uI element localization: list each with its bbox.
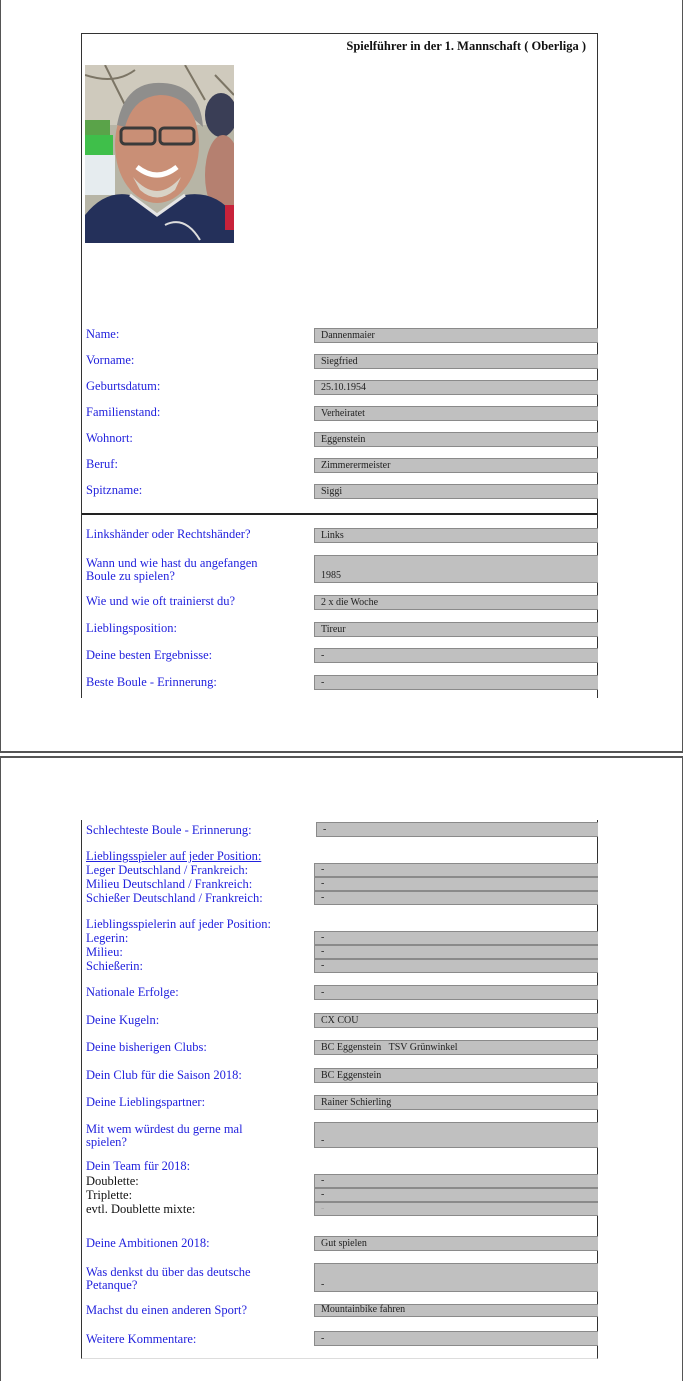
field-value-position: Tireur	[314, 622, 598, 637]
field-label: Name:	[86, 327, 120, 341]
portrait-image	[85, 65, 234, 243]
fav-female-heading: Lieblingsspielerin auf jeder Position:	[86, 917, 272, 931]
field-label: Wohnort:	[86, 431, 133, 445]
field-value-handedness: Links	[314, 528, 598, 543]
field-value-partner: Rainer Schierling	[314, 1095, 598, 1110]
field-label: Schlechteste Boule - Erinnerung:	[86, 823, 252, 837]
field-value-fav-legerin: -	[314, 931, 598, 945]
field-value-petanque: -	[314, 1263, 598, 1292]
player-portrait-photo	[85, 65, 234, 243]
profile-sheet-page-2	[81, 820, 598, 1359]
field-label: Dein Club für die Saison 2018:	[86, 1068, 242, 1082]
field-value-play-with: -	[314, 1122, 598, 1148]
field-value-doublette-mixte: -	[314, 1202, 598, 1216]
field-value-vorname: Siegfried	[314, 354, 598, 369]
field-value-training: 2 x die Woche	[314, 595, 598, 610]
section-divider	[82, 513, 597, 515]
document-title: Spielführer in der 1. Mannschaft ( Oberliga )	[346, 39, 586, 53]
field-value-clubs: BC Eggenstein TSV Grünwinkel	[314, 1040, 598, 1055]
field-value-best-results: -	[314, 648, 598, 663]
field-label-line2: Boule zu spielen?	[86, 569, 175, 583]
field-label: evtl. Doublette mixte:	[86, 1202, 196, 1216]
field-value-fav-schiesser: -	[314, 891, 598, 905]
field-label: Deine besten Ergebnisse:	[86, 648, 213, 662]
field-label-line2: spielen?	[86, 1135, 127, 1149]
field-label: Geburtsdatum:	[86, 379, 161, 393]
field-value-name: Dannenmaier	[314, 328, 598, 343]
field-label: Vorname:	[86, 353, 135, 367]
field-label: Mit wem würdest du gerne mal	[86, 1122, 243, 1136]
profile-sheet-page-1	[81, 33, 598, 698]
field-label: Doublette:	[86, 1174, 139, 1188]
field-label: Wie und wie oft trainierst du?	[86, 594, 236, 608]
field-value-started: 1985	[314, 555, 598, 583]
field-label: Machst du einen anderen Sport?	[86, 1303, 248, 1317]
field-label: Deine bisherigen Clubs:	[86, 1040, 207, 1054]
fav-players-heading: Lieblingsspieler auf jeder Position:	[86, 849, 262, 863]
field-label: Nationale Erfolge:	[86, 985, 179, 999]
field-label: Milieu Deutschland / Frankreich:	[86, 877, 253, 891]
field-value-doublette: -	[314, 1174, 598, 1188]
field-label-line2: Petanque?	[86, 1278, 138, 1292]
field-label: Deine Lieblingspartner:	[86, 1095, 206, 1109]
field-value-worst-memory: -	[316, 822, 598, 837]
field-label: Was denkst du über das deutsche	[86, 1265, 251, 1279]
field-value-balls: CX COU	[314, 1013, 598, 1028]
field-label: Linkshänder oder Rechtshänder?	[86, 527, 251, 541]
field-label: Wann und wie hast du angefangen	[86, 556, 258, 570]
field-label: Schießerin:	[86, 959, 143, 973]
field-value-sport: Mountainbike fahren	[314, 1304, 598, 1317]
field-value-fav-milieu: -	[314, 877, 598, 891]
field-value-club-season: BC Eggenstein	[314, 1068, 598, 1083]
field-value-fav-leger: -	[314, 863, 598, 877]
field-value-wohnort: Eggenstein	[314, 432, 598, 447]
field-label: Milieu:	[86, 945, 123, 959]
field-value-comments: -	[314, 1331, 598, 1346]
field-value-familienstand: Verheiratet	[314, 406, 598, 421]
field-label: Leger Deutschland / Frankreich:	[86, 863, 249, 877]
field-value-ambitions: Gut spielen	[314, 1236, 598, 1251]
field-label: Deine Ambitionen 2018:	[86, 1236, 210, 1250]
field-value-triplette: -	[314, 1188, 598, 1202]
field-label: Lieblingsposition:	[86, 621, 177, 635]
field-label: Beste Boule - Erinnerung:	[86, 675, 217, 689]
field-value-fav-schiesserin: -	[314, 959, 598, 973]
field-value-geburtsdatum: 25.10.1954	[314, 380, 598, 395]
field-label: Beruf:	[86, 457, 118, 471]
team-heading: Dein Team für 2018:	[86, 1159, 191, 1173]
field-label: Deine Kugeln:	[86, 1013, 160, 1027]
field-label: Schießer Deutschland / Frankreich:	[86, 891, 263, 905]
field-value-national: -	[314, 985, 598, 1000]
field-label: Spitzname:	[86, 483, 143, 497]
field-label: Familienstand:	[86, 405, 161, 419]
field-value-spitzname: Siggi	[314, 484, 598, 499]
field-value-fav-milieu-female: -	[314, 945, 598, 959]
field-label: Triplette:	[86, 1188, 133, 1202]
field-label: Legerin:	[86, 931, 129, 945]
field-label: Weitere Kommentare:	[86, 1332, 197, 1346]
field-value-beruf: Zimmerermeister	[314, 458, 598, 473]
field-value-best-memory: -	[314, 675, 598, 690]
